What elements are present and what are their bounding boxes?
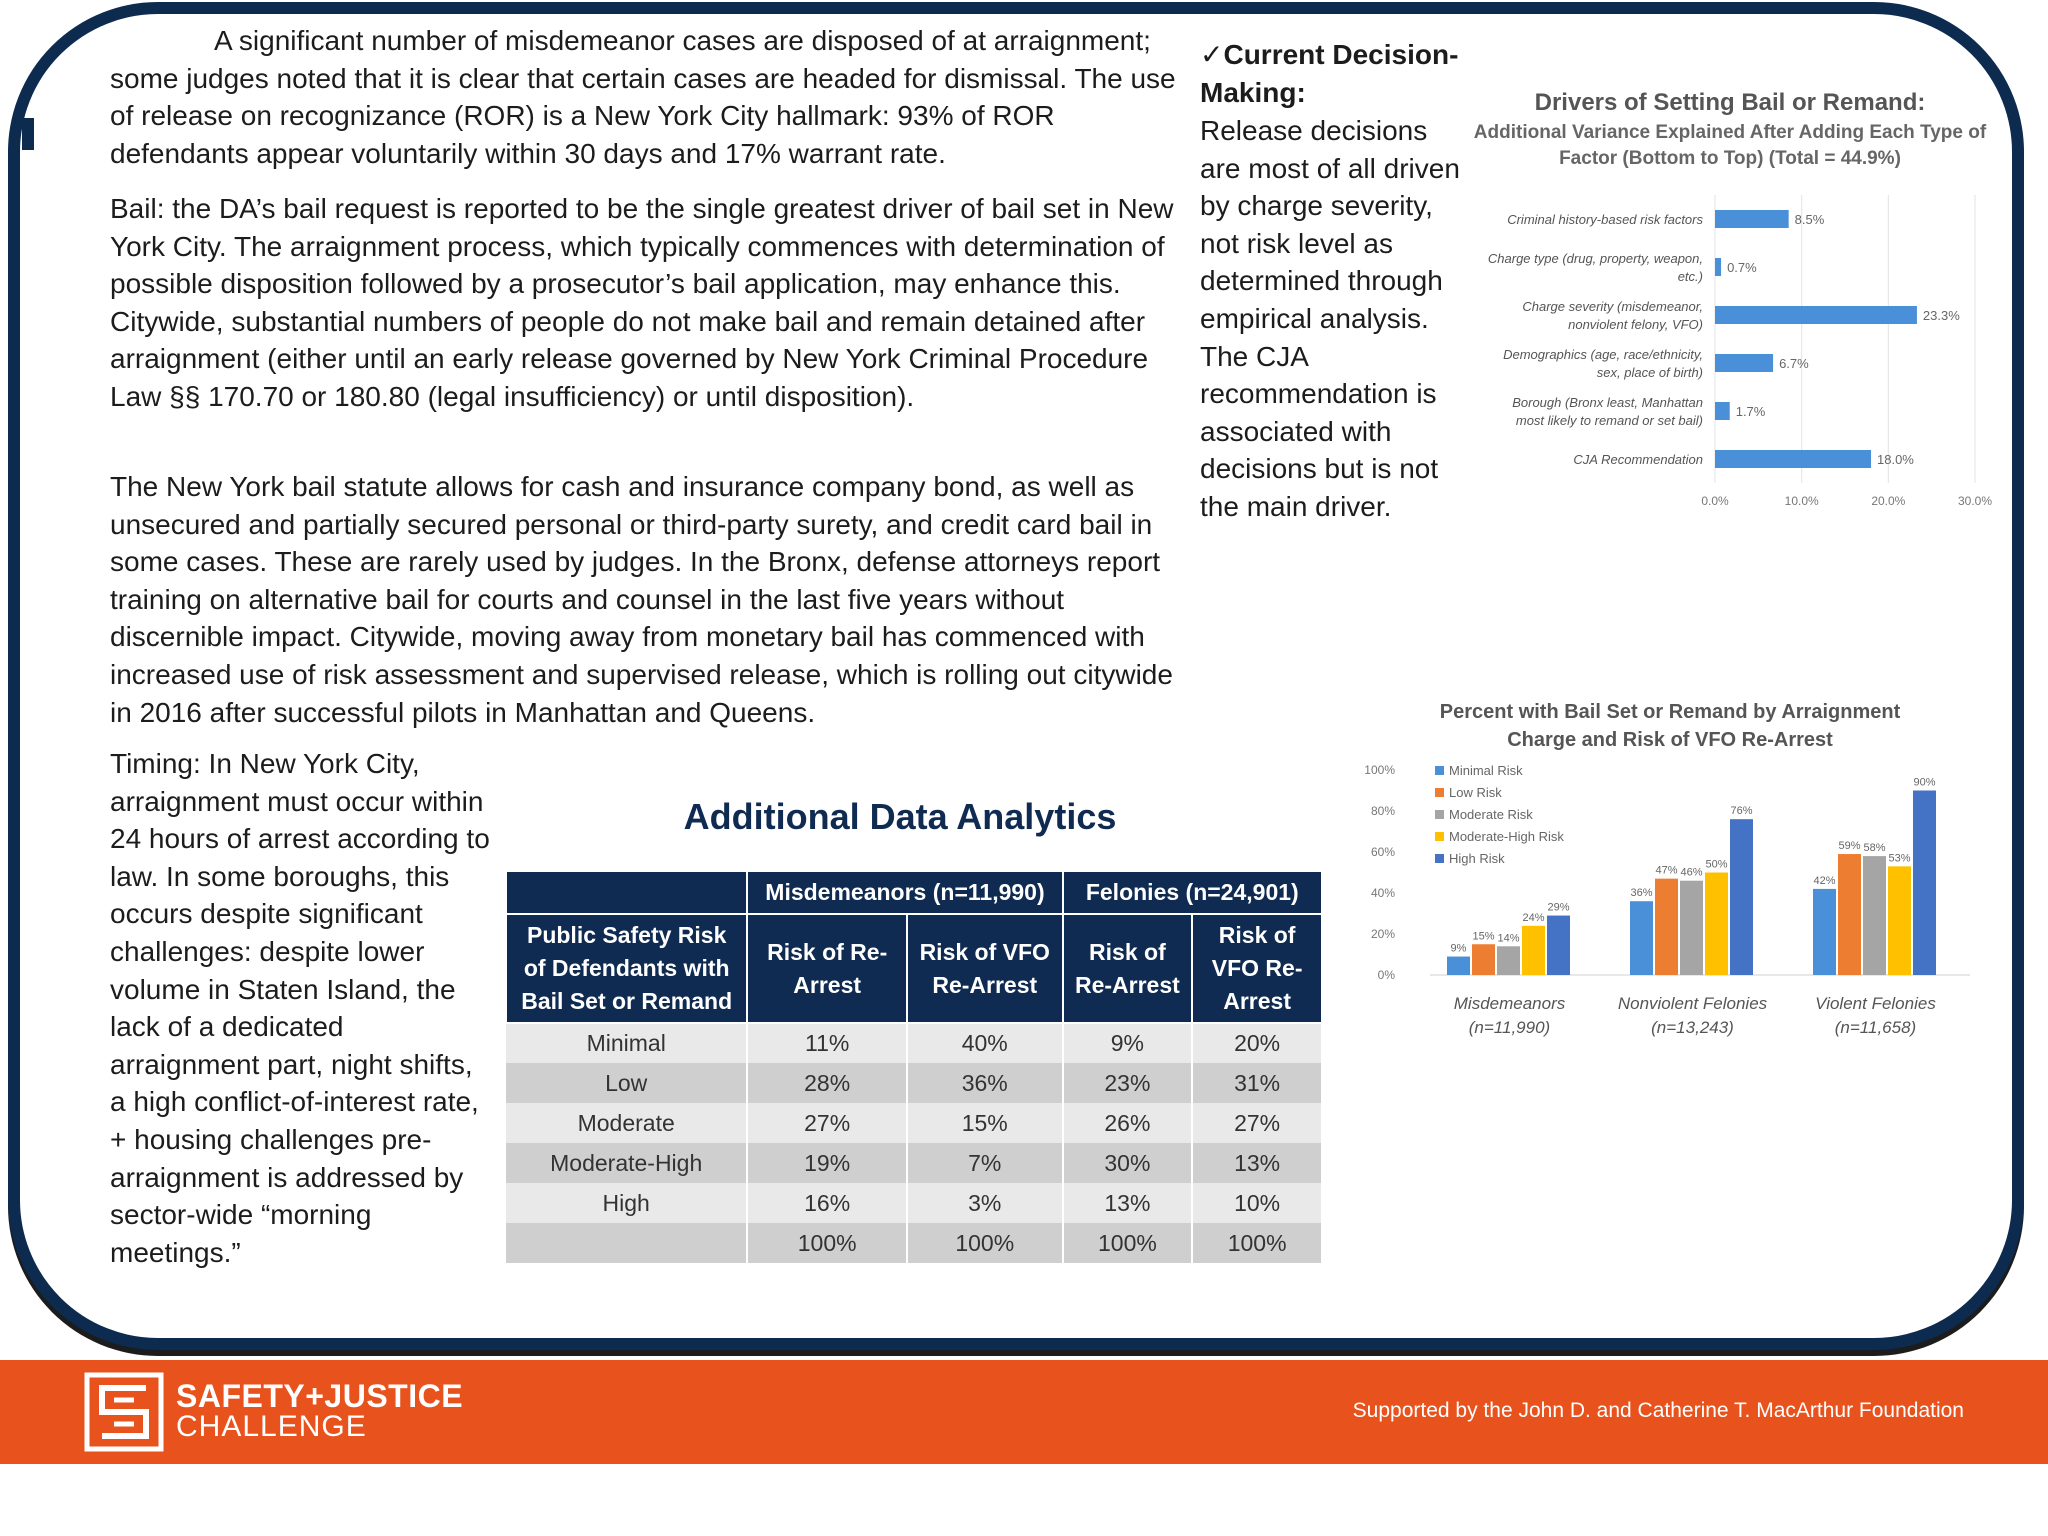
category-label: sex, place of birth) [1596,365,1703,380]
data-label: 24% [1522,911,1545,924]
column-header: Risk of VFO Re-Arrest [907,914,1063,1023]
data-label: 1.7% [1735,404,1766,419]
data-label: 6.7% [1779,356,1809,371]
table-cell: 31% [1192,1063,1322,1103]
group-header-misdemeanors: Misdemeanors (n=11,990) [747,871,1062,914]
legend-swatch [1435,854,1444,863]
chart1-subtitle: Additional Variance Explained After Adding Each Type of Factor (Bottom to Top) (Total = 44.9%) [1473,122,1987,169]
bar-minimal-risk [1630,901,1653,975]
table-cell: 3% [907,1183,1063,1223]
paragraph-timing: Timing: In New York City, arraignment must occur within 24 hours of arrest according to law. In some boroughs, this occurs despite significant challenges: despite lower volume in Staten Island, the lack of a dedicated arraignment part, night shifts, a high conflict-of-interest rate, + housing challenges pre-arraignment is addressed by sector-wide “morning meetings.” [110,748,490,1268]
bar-moderate-risk [1497,946,1520,975]
category-label: (n=11,990) [1468,1018,1551,1037]
footer-support-text: Supported by the John D. and Catherine T. MacArthur Foundation [1352,1399,1964,1422]
category-label: CJA Recommendation [1573,452,1703,467]
footer-brand-sub: CHALLENGE [176,1410,367,1443]
table-cell: Low [506,1063,747,1103]
legend-label: Moderate-High Risk [1449,829,1564,844]
data-label: 14% [1497,932,1520,945]
category-label: nonviolent felony, VFO) [1568,317,1703,332]
table-cell: 27% [747,1103,907,1143]
table-row [506,1143,1322,1183]
table-row [506,1023,1322,1063]
bar [1715,306,1917,324]
data-label: 90% [1913,776,1936,789]
data-label: 47% [1655,864,1678,877]
group-header-felonies: Felonies (n=24,901) [1063,871,1322,914]
side-heading [1200,36,1460,111]
legend-label: High Risk [1449,851,1505,866]
table-cell: High [506,1183,747,1223]
paragraph-ror: A significant number of misdemeanor cases are disposed of at arraignment; some judges noted that it is clear that certain cases are headed for dismissal. The use of release on recognizance (ROR) is a New York City hallmark: 93% of ROR defendants appear voluntarily within 30 days and 17% warrant rate. [110,25,1176,169]
data-label: 9% [1450,942,1467,955]
paragraph-bail-statute: The New York bail statute allows for cash and insurance company bond, as well as unsecured and partially secured personal or third-party surety, and credit card bail in some cases. These are rarely used by judges. In the Bronx, defense attorneys report training on alternative bail for courts and counsel in the last five years without discernible impact. Citywide, moving away from monetary bail has commenced with increased use of risk assessment and supervised release, which is rolling out citywide in 2016 after successful pilots in Manhattan and Queens. [110,471,1173,728]
table-cell: 7% [907,1143,1063,1183]
bar [1715,258,1721,276]
table-cell: 23% [1063,1063,1193,1103]
table-row [506,1183,1322,1223]
table-cell: 30% [1063,1143,1193,1183]
table-cell: 11% [747,1023,907,1063]
category-label: (n=13,243) [1651,1018,1734,1037]
bar-low-risk [1655,879,1678,975]
table-group-header-row [506,871,1322,914]
category-label: Misdemeanors [1453,994,1566,1013]
category-label: Charge severity (misdemeanor, [1522,299,1703,314]
y-tick-label: 100% [1364,763,1395,777]
category-label: Criminal history-based risk factors [1507,212,1703,227]
table-header-row [506,914,1322,1023]
category-label: Borough (Bronx least, Manhattan [1512,395,1703,410]
table-corner-cell [506,871,747,914]
x-tick-label: 30.0% [1957,494,1993,508]
bar-moderate-high-risk [1522,926,1545,975]
x-tick-label: 0.0% [1701,494,1729,508]
table-cell: 28% [747,1063,907,1103]
data-label: 8.5% [1794,212,1825,227]
table-cell: 26% [1063,1103,1193,1143]
table-cell: 36% [907,1063,1063,1103]
category-label: Charge type (drug, property, weapon, [1487,251,1703,266]
table-cell: 100% [1063,1223,1193,1263]
category-label: most likely to remand or set bail) [1515,413,1703,428]
table-row [506,1103,1322,1143]
column-header: Risk of Re-Arrest [747,914,907,1023]
column-header: Risk of Re-Arrest [1063,914,1193,1023]
frame-notch [22,118,34,150]
table-cell: 16% [747,1183,907,1223]
table-cell: 19% [747,1143,907,1183]
data-label: 29% [1547,901,1570,914]
y-tick-label: 20% [1370,927,1395,941]
table-cell: 20% [1192,1023,1322,1063]
category-label: Violent Felonies [1815,994,1936,1013]
table-cell: 15% [907,1103,1063,1143]
column-header: Public Safety Risk of Defendants with Bail Set or Remand [506,914,747,1023]
table-cell: 40% [907,1023,1063,1063]
bar-moderate-high-risk [1705,873,1728,976]
chart1-title: Drivers of Setting Bail or Remand: [1534,89,1926,116]
table-cell: 100% [747,1223,907,1263]
legend-swatch [1435,810,1444,819]
table-cell: Moderate-High [506,1143,747,1183]
data-label: 18.0% [1877,452,1914,467]
data-label: 46% [1680,866,1703,879]
table-cell: 100% [907,1223,1063,1263]
data-label: 15% [1472,930,1495,943]
data-label: 42% [1813,874,1836,887]
category-label: Nonviolent Felonies [1617,994,1768,1013]
side-heading-text: Current Decision-Making: [1200,39,1459,108]
bar-low-risk [1838,854,1861,975]
checkmark-icon: ✓ [1200,39,1224,70]
bail-percent-chart [1340,755,1970,1055]
table-total-row [506,1223,1322,1263]
table-row [506,1063,1322,1103]
y-tick-label: 80% [1370,804,1395,818]
table-cell: 9% [1063,1023,1193,1063]
table-cell: 100% [1192,1223,1322,1263]
x-tick-label: 20.0% [1871,494,1906,508]
legend-swatch [1435,832,1444,841]
column-header: Risk of VFO Re-Arrest [1192,914,1322,1023]
data-label: 36% [1630,887,1653,900]
x-tick-label: 10.0% [1784,494,1819,508]
bar-high-risk [1730,819,1753,975]
data-label: 23.3% [1922,308,1960,323]
bar-moderate-high-risk [1888,866,1911,975]
safety-justice-logo-icon [84,1372,164,1452]
bar [1715,354,1773,372]
paragraph-bail: Bail: the DA’s bail request is reported to be the single greatest driver of bail set in New York City. The arraignment process, which typically commences with determination of possible disposition followed by a prosecutor’s bail application, may enhance this. Citywide, substantial numbers of people do not make bail and remain detained after arraignment (either until an early release governed by New York Criminal Procedure Law §§ 170.70 or 180.80 (legal insufficiency) or until disposition). [110,193,1174,412]
table-cell: 10% [1192,1183,1322,1223]
drivers-bar-chart [1400,190,2020,520]
side-body-text: Release decisions are most of all driven by charge severity, not risk level as determined through empirical analysis. The CJA recommendation is associated with decisions but is not the main driver. [1200,115,1460,522]
table-cell: Moderate [506,1103,747,1143]
bar-high-risk [1547,916,1570,975]
bar [1715,450,1871,468]
risk-table [505,870,1323,1263]
chart2-title: Percent with Bail Set or Remand by Arraignment Charge and Risk of VFO Re-Arrest [1439,701,1901,751]
legend-label: Moderate Risk [1449,807,1533,822]
bar-minimal-risk [1447,957,1470,975]
legend-label: Low Risk [1449,785,1502,800]
data-label: 53% [1888,852,1911,865]
table-cell: 13% [1192,1143,1322,1183]
data-label: 58% [1863,842,1886,855]
footer-brand: SAFETY+JUSTICE [176,1378,464,1414]
data-label: 50% [1705,858,1728,871]
table-cell: Minimal [506,1023,747,1063]
data-label: 0.7% [1727,260,1757,275]
legend-label: Minimal Risk [1449,763,1523,778]
category-label: etc.) [1677,269,1703,284]
table-cell: 27% [1192,1103,1322,1143]
bar-high-risk [1913,791,1936,976]
bar-minimal-risk [1813,889,1836,975]
table-cell [506,1223,747,1263]
y-tick-label: 60% [1370,845,1395,859]
bar-moderate-risk [1863,856,1886,975]
legend-swatch [1435,788,1444,797]
y-tick-label: 40% [1370,886,1395,900]
bar [1715,210,1789,228]
category-label: (n=11,658) [1834,1018,1917,1037]
bar [1715,402,1730,420]
data-label: 76% [1730,805,1753,818]
y-tick-label: 0% [1377,968,1395,982]
bar-low-risk [1472,944,1495,975]
bar-moderate-risk [1680,881,1703,975]
data-label: 59% [1838,840,1861,853]
legend-swatch [1435,766,1444,775]
analytics-title: Additional Data Analytics [683,796,1117,837]
category-label: Demographics (age, race/ethnicity, [1503,347,1703,362]
table-cell: 13% [1063,1183,1193,1223]
